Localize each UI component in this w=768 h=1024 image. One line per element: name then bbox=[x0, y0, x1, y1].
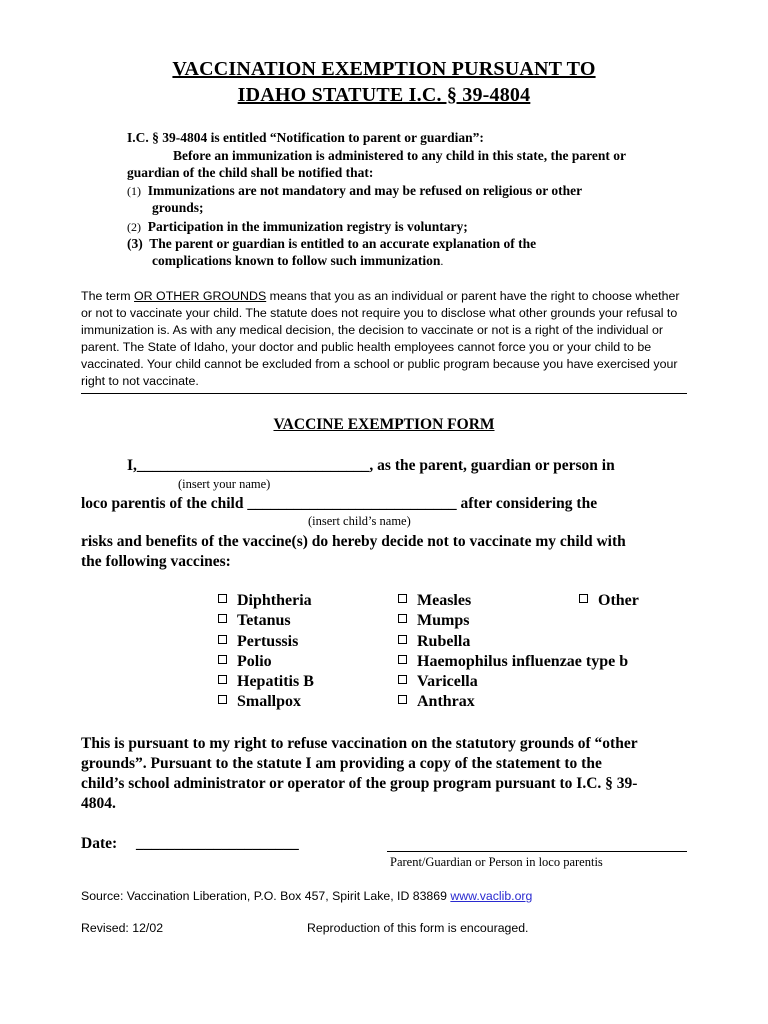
checkbox-icon[interactable] bbox=[218, 614, 227, 623]
statute-item-number: (3) bbox=[127, 236, 143, 251]
vaccine-label: Tetanus bbox=[237, 612, 291, 630]
statute-item-text: complications known to follow such immunization bbox=[152, 253, 441, 268]
signature-caption: Parent/Guardian or Person in loco parentis bbox=[390, 855, 603, 869]
vaccine-option-hepatitis-b[interactable] bbox=[218, 673, 314, 693]
vaccine-option-haemophilus[interactable] bbox=[398, 653, 628, 673]
statute-item-3-cont bbox=[152, 253, 443, 269]
statute-item-3 bbox=[127, 236, 536, 252]
vaccine-option-mumps[interactable] bbox=[398, 612, 628, 632]
form-line-child-name: loco parentis of the child ___________________________ after considering the bbox=[81, 495, 598, 512]
vaccine-label: Haemophilus influenzae type b bbox=[417, 652, 629, 670]
section-divider bbox=[81, 393, 687, 394]
checkbox-icon[interactable] bbox=[398, 635, 407, 644]
checkbox-icon[interactable] bbox=[218, 635, 227, 644]
explanation-rest: means that you as an individual or parent have the right to choose whether or not to vaccinate your child. The statute does not require you to disclose what other grounds your refusal to immunization is. As with any medical decision, the decision to vaccinate or not is a right of the individual or parent. The State of Idaho, your doctor and public health employees cannot force you or your child to be vaccinated. Your child cannot be excluded from a school or public program because you have exercised your right to not vaccinate. bbox=[81, 289, 680, 388]
vaccine-label: Pertussis bbox=[237, 632, 299, 650]
date-field[interactable]: _____________________ bbox=[136, 835, 299, 852]
checkbox-icon[interactable] bbox=[579, 594, 588, 603]
vaccine-label: Hepatitis B bbox=[237, 673, 314, 691]
vaccine-option-polio[interactable] bbox=[218, 653, 314, 673]
statute-item-2 bbox=[127, 219, 468, 235]
checkbox-icon[interactable] bbox=[218, 655, 227, 664]
vaccine-option-rubella[interactable] bbox=[398, 633, 628, 653]
vaccine-option-diphtheria[interactable] bbox=[218, 592, 314, 612]
statute-lead-2: guardian of the child shall be notified that: bbox=[127, 165, 374, 180]
signature-line[interactable] bbox=[387, 851, 687, 852]
vaclib-link[interactable]: www.vaclib.org bbox=[450, 889, 533, 903]
pursuant-line-1: This is pursuant to my right to refuse vaccination on the statutory grounds of “other bbox=[81, 735, 638, 752]
form-line-risks: risks and benefits of the vaccine(s) do hereby decide not to vaccinate my child with bbox=[81, 533, 626, 550]
checkbox-icon[interactable] bbox=[218, 675, 227, 684]
pursuant-line-2: grounds”. Pursuant to the statute I am providing a copy of the statement to the bbox=[81, 755, 602, 772]
statute-lead-1: Before an immunization is administered to any child in this state, the parent or bbox=[173, 148, 627, 163]
vaccine-option-varicella[interactable] bbox=[398, 673, 628, 693]
vaccine-option-other[interactable] bbox=[579, 592, 639, 612]
statute-item-text: Participation in the immunization registry is voluntary; bbox=[147, 219, 468, 234]
document-title-line-2: IDAHO STATUTE I.C. § 39-4804 bbox=[237, 84, 531, 106]
revised-date: Revised: 12/02 bbox=[81, 921, 164, 935]
pursuant-line-4: 4804. bbox=[81, 795, 116, 812]
vaccine-option-smallpox[interactable] bbox=[218, 693, 314, 713]
document-title-line-1: VACCINATION EXEMPTION PURSUANT TO bbox=[172, 58, 596, 80]
checkbox-icon[interactable] bbox=[398, 655, 407, 664]
vaccine-option-tetanus[interactable] bbox=[218, 612, 314, 632]
vaccine-column-3 bbox=[579, 592, 639, 612]
source-text: Source: Vaccination Liberation, P.O. Box 457, Spirit Lake, ID 83869 bbox=[81, 889, 451, 903]
statute-item-text: The parent or guardian is entitled to an accurate explanation of the bbox=[149, 236, 537, 251]
vaccine-label: Anthrax bbox=[417, 693, 475, 711]
statute-intro: I.C. § 39-4804 is entitled “Notification to parent or guardian”: bbox=[127, 130, 484, 145]
explanation-term: OR OTHER GROUNDS bbox=[134, 289, 267, 303]
hint-insert-child: (insert child’s name) bbox=[308, 514, 411, 528]
pursuant-line-3: child’s school administrator or operator of the group program pursuant to I.C. § 39- bbox=[81, 775, 638, 792]
form-line-following: the following vaccines: bbox=[81, 553, 231, 570]
source-line bbox=[81, 889, 532, 903]
form-line-parent-name: I,______________________________, as the parent, guardian or person in bbox=[127, 457, 615, 474]
statute-item-text: Immunizations are not mandatory and may be refused on religious or other bbox=[147, 183, 583, 198]
vaccine-label: Smallpox bbox=[237, 693, 302, 711]
vaccine-column-1 bbox=[218, 592, 314, 714]
vaccine-label: Polio bbox=[237, 652, 272, 670]
form-heading: VACCINE EXEMPTION FORM bbox=[273, 416, 495, 433]
vaccine-label: Other bbox=[598, 592, 639, 609]
vaccine-label: Diphtheria bbox=[237, 592, 312, 609]
date-label: Date: bbox=[81, 835, 118, 852]
checkbox-icon[interactable] bbox=[398, 695, 407, 704]
statute-item-number: (1) bbox=[127, 184, 141, 198]
statute-item-1-cont: grounds; bbox=[152, 200, 204, 215]
reproduction-note: Reproduction of this form is encouraged. bbox=[307, 921, 529, 935]
checkbox-icon[interactable] bbox=[398, 675, 407, 684]
vaccine-label: Measles bbox=[417, 592, 472, 609]
vaccine-label: Rubella bbox=[417, 632, 471, 650]
checkbox-icon[interactable] bbox=[218, 594, 227, 603]
checkbox-icon[interactable] bbox=[398, 594, 407, 603]
statute-item-number: (2) bbox=[127, 220, 141, 234]
hint-insert-name: (insert your name) bbox=[178, 477, 271, 491]
explanation-lead: The term bbox=[81, 289, 135, 303]
vaccine-label: Varicella bbox=[417, 673, 478, 691]
checkbox-icon[interactable] bbox=[218, 695, 227, 704]
checkbox-icon[interactable] bbox=[398, 614, 407, 623]
vaccine-label: Mumps bbox=[417, 612, 470, 630]
vaccine-option-pertussis[interactable] bbox=[218, 633, 314, 653]
statute-item-1 bbox=[127, 183, 582, 199]
statute-item-end: . bbox=[440, 254, 444, 268]
vaccine-option-anthrax[interactable] bbox=[398, 693, 628, 713]
explanation-paragraph bbox=[81, 288, 691, 390]
